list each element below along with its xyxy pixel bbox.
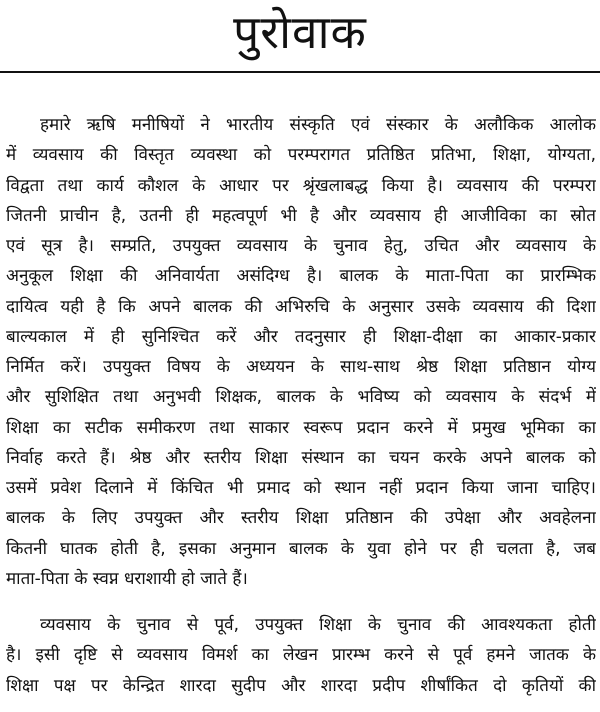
text-line: उसमें प्रवेश दिलाने में किंचित भी प्रमाद को स्थान नहीं प्रदान किया जाना चाहिए। <box>6 478 596 498</box>
text-line: और सुशिक्षित तथा अनुभवी शिक्षक, बालक के भविष्य को व्यवसाय के संदर्भ में <box>6 387 596 408</box>
body-text <box>6 110 596 701</box>
text-line: कितनी घातक होती है, इसका अनुमान बालक के युवा होने पर ही चलता है, जब <box>6 538 596 559</box>
text-line: निर्मित करें। उपयुक्त विषय के अध्ययन के साथ-साथ श्रेष्ठ शिक्षा प्रतिष्ठान योग्य <box>6 357 596 377</box>
text-line: निर्वाह करते हैं। श्रेष्ठ और स्तरीय शिक्षा संस्थान का चयन करके अपने बालक को <box>6 447 596 468</box>
paragraph-2 <box>6 610 596 701</box>
paragraph-1 <box>6 110 596 594</box>
page-title: पुरोवाक <box>233 5 367 59</box>
text-line: अनुकूल शिक्षा की अनिवार्यता असंदिग्ध है। बालक के माता-पिता का प्रारम्भिक <box>6 266 596 287</box>
text-line: बालक के लिए उपयुक्त और स्तरीय शिक्षा प्रतिष्ठान की उपेक्षा और अवहेलना <box>6 508 596 529</box>
text-line: है। इसी दृष्टि से व्यवसाय विमर्श का लेखन प्रारम्भ करने से पूर्व हमने जातक के <box>6 645 596 666</box>
text-line: हमारे ऋषि मनीषियों ने भारतीय संस्कृति एवं संस्कार के अलौकिक आलोक <box>40 115 596 135</box>
paragraph-gap <box>6 594 596 610</box>
text-line: माता-पिता के स्वप्न धराशायी हो जाते हैं। <box>6 568 248 589</box>
text-line: शिक्षा पक्ष पर केन्द्रित शारदा सुदीप और शारदा प्रदीप शीर्षांकित दो कृतियों की <box>6 675 596 696</box>
text-line: एवं सूत्र है। सम्प्रति, उपयुक्त व्यवसाय के चुनाव हेतु, उचित और व्यवसाय के <box>6 236 596 256</box>
text-line: व्यवसाय के चुनाव से पूर्व, उपयुक्त शिक्षा के चुनाव की आवश्यकता होती <box>40 615 596 635</box>
text-line: बाल्यकाल में ही सुनिश्चित करें और तदनुसार ही शिक्षा-दीक्षा का आकार-प्रकार <box>6 326 596 347</box>
text-line: जितनी प्राचीन है, उतनी ही महत्वपूर्ण भी है और व्यवसाय ही आजीविका का स्रोत <box>6 205 596 226</box>
title-divider <box>0 71 600 73</box>
text-line: विद्वता तथा कार्य कौशल के आधार पर श्रृंखलाबद्ध किया है। व्यवसाय की परम्परा <box>6 175 596 196</box>
text-line: दायित्व यही है कि अपने बालक की अभिरुचि के अनुसार उसके व्यवसाय की दिशा <box>6 296 596 317</box>
text-line: शिक्षा का सटीक समीकरण तथा साकार स्वरूप प्रदान करने में प्रमुख भूमिका का <box>6 417 596 438</box>
text-line: में व्यवसाय की विस्तृत व्यवस्था को परम्परागत प्रतिष्ठित प्रतिभा, शिक्षा, योग्यता, <box>6 145 596 166</box>
